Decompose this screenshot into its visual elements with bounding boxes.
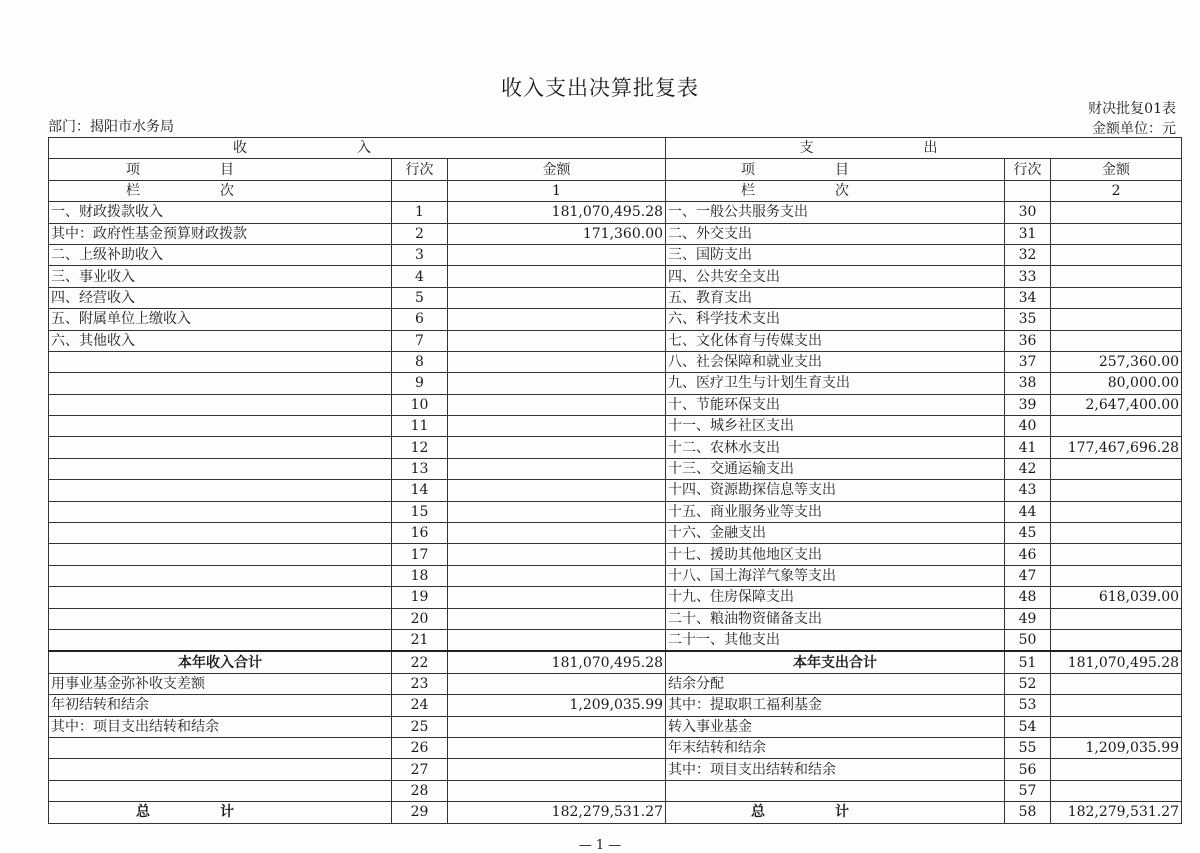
expense-item-cell: 七、文化体育与传媒支出 [666, 330, 1005, 351]
income-item-cell: 六、其他收入 [49, 330, 392, 351]
income-item-cell [49, 629, 392, 651]
expense-rowno-cell: 35 [1005, 309, 1051, 330]
income-amount-cell [448, 266, 666, 287]
income-amount-cell [448, 244, 666, 265]
income-rowno-cell: 6 [392, 309, 448, 330]
income-item-cell [49, 523, 392, 544]
income-rowno-cell: 14 [392, 480, 448, 501]
table-row [49, 587, 1182, 608]
expense-rowno-cell: 48 [1005, 587, 1051, 608]
expense-rowno-cell: 54 [1005, 716, 1051, 737]
expense-item-cell: 八、社会保障和就业支出 [666, 351, 1005, 372]
table-row [49, 373, 1182, 394]
total-row [49, 802, 1182, 823]
income-rowno-cell: 23 [392, 673, 448, 694]
income-item-cell: 三、事业收入 [49, 266, 392, 287]
income-amount-cell [448, 437, 666, 458]
income-amount-cell [448, 608, 666, 629]
expense-item-cell: 二十、粮油物资储备支出 [666, 608, 1005, 629]
income-rowno-cell: 29 [392, 802, 448, 823]
income-amount-cell [448, 629, 666, 651]
income-item-cell [49, 544, 392, 565]
expense-amount-cell: 2,647,400.00 [1051, 394, 1182, 415]
expense-rowno-cell: 44 [1005, 501, 1051, 522]
table-row [49, 523, 1182, 544]
table-row [49, 759, 1182, 780]
table-row [49, 351, 1182, 372]
table-row [49, 480, 1182, 501]
income-rowno-cell: 24 [392, 695, 448, 716]
income-amount-cell [448, 287, 666, 308]
table-row [49, 437, 1182, 458]
income-rowno-cell: 5 [392, 287, 448, 308]
expense-item-cell: 三、国防支出 [666, 244, 1005, 265]
expense-amount-cell: 177,467,696.28 [1051, 437, 1182, 458]
expense-rowno-cell: 39 [1005, 394, 1051, 415]
expense-amount-cell: 618,039.00 [1051, 587, 1182, 608]
expense-amount-cell [1051, 565, 1182, 586]
income-item-cell [49, 416, 392, 437]
expense-item-cell: 九、医疗卫生与计划生育支出 [666, 373, 1005, 394]
income-item-cell: 总计 [49, 802, 392, 823]
expense-amount-cell [1051, 480, 1182, 501]
income-amount-cell: 181,070,495.28 [448, 202, 666, 223]
income-amount-cell [448, 480, 666, 501]
income-amount-cell [448, 330, 666, 351]
expense-rowno-cell: 37 [1005, 351, 1051, 372]
income-rowno-cell: 4 [392, 266, 448, 287]
income-item-cell [49, 587, 392, 608]
expense-rowno-cell: 57 [1005, 780, 1051, 801]
table-row [49, 565, 1182, 586]
expense-amount-cell [1051, 759, 1182, 780]
income-rowno-cell: 27 [392, 759, 448, 780]
income-amount-cell [448, 565, 666, 586]
income-rowno-cell: 1 [392, 202, 448, 223]
income-amount-cell [448, 351, 666, 372]
table-row [49, 416, 1182, 437]
expense-amount-cell [1051, 780, 1182, 801]
expense-rowno-cell: 32 [1005, 244, 1051, 265]
expense-rowno-cell: 50 [1005, 629, 1051, 651]
expense-amount-cell [1051, 330, 1182, 351]
income-item-cell: 本年收入合计 [49, 651, 392, 673]
income-rowno-cell: 3 [392, 244, 448, 265]
expense-amount-cell [1051, 309, 1182, 330]
expense-rowno-cell: 46 [1005, 544, 1051, 565]
expense-rowno-cell: 40 [1005, 416, 1051, 437]
income-amount-cell [448, 673, 666, 694]
subtotal-row [49, 651, 1182, 673]
income-item-cell: 其中：项目支出结转和结余 [49, 716, 392, 737]
expense-column-label: 栏次 [666, 180, 1005, 201]
expense-item-cell: 十九、住房保障支出 [666, 587, 1005, 608]
income-amount-cell [448, 309, 666, 330]
expense-amount-cell [1051, 223, 1182, 244]
income-amount-cell [448, 759, 666, 780]
income-item-cell: 一、财政拨款收入 [49, 202, 392, 223]
expense-amount-cell: 80,000.00 [1051, 373, 1182, 394]
expense-item-cell: 二、外交支出 [666, 223, 1005, 244]
income-amount-cell: 182,279,531.27 [448, 802, 666, 823]
income-item-cell [49, 437, 392, 458]
expense-item-cell: 十五、商业服务业等支出 [666, 501, 1005, 522]
income-rowno-cell: 8 [392, 351, 448, 372]
expense-amount-cell [1051, 716, 1182, 737]
expense-item-cell: 二十一、其他支出 [666, 629, 1005, 651]
amount-unit-label: 金额单位：元 [1092, 121, 1176, 137]
income-rowno-cell: 15 [392, 501, 448, 522]
expense-item-cell: 十一、城乡社区支出 [666, 416, 1005, 437]
table-row [49, 608, 1182, 629]
income-rowno-cell: 17 [392, 544, 448, 565]
income-amount-cell [448, 587, 666, 608]
expense-amount-cell [1051, 695, 1182, 716]
income-amount-cell [448, 544, 666, 565]
expense-item-cell: 十六、金融支出 [666, 523, 1005, 544]
expense-item-cell: 其中：提取职工福利基金 [666, 695, 1005, 716]
income-amount-cell [448, 458, 666, 479]
expense-amount-cell [1051, 287, 1182, 308]
income-rowno-cell: 25 [392, 716, 448, 737]
expense-amount-cell [1051, 416, 1182, 437]
expense-amount-cell [1051, 501, 1182, 522]
table-row [49, 309, 1182, 330]
expense-rowno-cell: 38 [1005, 373, 1051, 394]
expense-rowno-header: 行次 [1005, 159, 1051, 180]
expense-rowno-cell: 56 [1005, 759, 1051, 780]
income-rowno-cell: 11 [392, 416, 448, 437]
income-item-cell [49, 351, 392, 372]
income-item-cell [49, 565, 392, 586]
income-item-cell [49, 394, 392, 415]
expense-rowno-cell: 53 [1005, 695, 1051, 716]
table-row [49, 394, 1182, 415]
empty-cell [1005, 180, 1051, 201]
expense-header: 支出 [666, 138, 1182, 159]
expense-item-cell: 四、公共安全支出 [666, 266, 1005, 287]
expense-item-cell: 十三、交通运输支出 [666, 458, 1005, 479]
table-row [49, 673, 1182, 694]
expense-rowno-cell: 47 [1005, 565, 1051, 586]
expense-rowno-cell: 49 [1005, 608, 1051, 629]
expense-item-cell: 十、节能环保支出 [666, 394, 1005, 415]
expense-rowno-cell: 31 [1005, 223, 1051, 244]
income-amount-cell [448, 373, 666, 394]
income-item-cell [49, 501, 392, 522]
expense-rowno-cell: 33 [1005, 266, 1051, 287]
department-label: 部门：揭阳市水务局 [48, 119, 174, 135]
table-row [49, 737, 1182, 758]
expense-rowno-cell: 42 [1005, 458, 1051, 479]
expense-rowno-cell: 36 [1005, 330, 1051, 351]
income-header: 收入 [49, 138, 666, 159]
income-item-cell: 年初结转和结余 [49, 695, 392, 716]
income-amount-cell: 171,360.00 [448, 223, 666, 244]
expense-item-cell: 五、教育支出 [666, 287, 1005, 308]
table-row [49, 695, 1182, 716]
expense-column-index: 2 [1051, 180, 1182, 201]
income-rowno-cell: 9 [392, 373, 448, 394]
table-row [49, 223, 1182, 244]
income-amount-cell [448, 737, 666, 758]
income-amount-header: 金额 [448, 159, 666, 180]
income-item-cell: 五、附属单位上缴收入 [49, 309, 392, 330]
income-item-cell [49, 458, 392, 479]
table-row [49, 544, 1182, 565]
empty-cell [392, 180, 448, 201]
expense-item-cell [666, 780, 1005, 801]
expense-amount-cell [1051, 266, 1182, 287]
expense-item-cell: 十八、国土海洋气象等支出 [666, 565, 1005, 586]
expense-item-header: 项目 [666, 159, 1005, 180]
income-rowno-cell: 12 [392, 437, 448, 458]
expense-amount-header: 金额 [1051, 159, 1182, 180]
income-rowno-cell: 22 [392, 651, 448, 673]
table-row [49, 629, 1182, 651]
table-row [49, 330, 1182, 351]
expense-amount-cell [1051, 544, 1182, 565]
expense-item-cell: 结余分配 [666, 673, 1005, 694]
table-row [49, 244, 1182, 265]
income-rowno-cell: 7 [392, 330, 448, 351]
income-item-cell [49, 780, 392, 801]
table-row [49, 501, 1182, 522]
expense-rowno-cell: 34 [1005, 287, 1051, 308]
income-rowno-cell: 16 [392, 523, 448, 544]
expense-rowno-cell: 45 [1005, 523, 1051, 544]
income-item-cell [49, 759, 392, 780]
table-row [49, 266, 1182, 287]
expense-item-cell: 转入事业基金 [666, 716, 1005, 737]
income-rowno-cell: 19 [392, 587, 448, 608]
table-row [49, 716, 1182, 737]
income-item-cell: 用事业基金弥补收支差额 [49, 673, 392, 694]
income-amount-cell [448, 780, 666, 801]
income-amount-cell [448, 416, 666, 437]
income-amount-cell: 181,070,495.28 [448, 651, 666, 673]
header-row-columns [49, 159, 1182, 180]
expense-amount-cell [1051, 202, 1182, 223]
income-column-label: 栏次 [49, 180, 392, 201]
page-number: — 1 — [578, 838, 622, 853]
header-row-section [49, 138, 1182, 159]
expense-item-cell: 六、科学技术支出 [666, 309, 1005, 330]
income-item-cell: 二、上级补助收入 [49, 244, 392, 265]
expense-item-cell: 十四、资源勘探信息等支出 [666, 480, 1005, 501]
expense-item-cell: 一、一般公共服务支出 [666, 202, 1005, 223]
income-rowno-cell: 20 [392, 608, 448, 629]
expense-amount-cell [1051, 608, 1182, 629]
table-row [49, 287, 1182, 308]
expense-amount-cell: 257,360.00 [1051, 351, 1182, 372]
table-row [49, 202, 1182, 223]
income-column-index: 1 [448, 180, 666, 201]
income-item-cell: 其中：政府性基金预算财政拨款 [49, 223, 392, 244]
expense-amount-cell: 181,070,495.28 [1051, 651, 1182, 673]
table-row [49, 458, 1182, 479]
income-amount-cell [448, 394, 666, 415]
expense-item-cell: 十二、农林水支出 [666, 437, 1005, 458]
header-row-column-index [49, 180, 1182, 201]
expense-item-cell: 总计 [666, 802, 1005, 823]
expense-rowno-cell: 51 [1005, 651, 1051, 673]
income-rowno-cell: 10 [392, 394, 448, 415]
expense-item-cell: 其中：项目支出结转和结余 [666, 759, 1005, 780]
expense-rowno-cell: 58 [1005, 802, 1051, 823]
income-amount-cell: 1,209,035.99 [448, 695, 666, 716]
expense-amount-cell: 182,279,531.27 [1051, 802, 1182, 823]
page-title: 收入支出决算批复表 [501, 76, 699, 100]
expense-amount-cell [1051, 523, 1182, 544]
income-rowno-cell: 13 [392, 458, 448, 479]
income-rowno-cell: 28 [392, 780, 448, 801]
expense-item-cell: 十七、援助其他地区支出 [666, 544, 1005, 565]
income-rowno-header: 行次 [392, 159, 448, 180]
income-rowno-cell: 18 [392, 565, 448, 586]
expense-amount-cell [1051, 244, 1182, 265]
expense-rowno-cell: 52 [1005, 673, 1051, 694]
income-amount-cell [448, 523, 666, 544]
form-code: 财决批复01表 [1088, 101, 1176, 117]
expense-amount-cell: 1,209,035.99 [1051, 737, 1182, 758]
expense-rowno-cell: 30 [1005, 202, 1051, 223]
income-rowno-cell: 26 [392, 737, 448, 758]
expense-rowno-cell: 55 [1005, 737, 1051, 758]
income-item-cell [49, 373, 392, 394]
expense-rowno-cell: 41 [1005, 437, 1051, 458]
table-row [49, 780, 1182, 801]
income-item-cell [49, 608, 392, 629]
income-item-cell: 四、经营收入 [49, 287, 392, 308]
expense-amount-cell [1051, 458, 1182, 479]
expense-rowno-cell: 43 [1005, 480, 1051, 501]
income-rowno-cell: 21 [392, 629, 448, 651]
income-item-cell [49, 480, 392, 501]
income-amount-cell [448, 501, 666, 522]
expense-amount-cell [1051, 629, 1182, 651]
budget-table [48, 137, 1182, 824]
income-rowno-cell: 2 [392, 223, 448, 244]
income-item-cell [49, 737, 392, 758]
income-item-header: 项目 [49, 159, 392, 180]
income-amount-cell [448, 716, 666, 737]
expense-amount-cell [1051, 673, 1182, 694]
expense-item-cell: 本年支出合计 [666, 651, 1005, 673]
expense-item-cell: 年末结转和结余 [666, 737, 1005, 758]
